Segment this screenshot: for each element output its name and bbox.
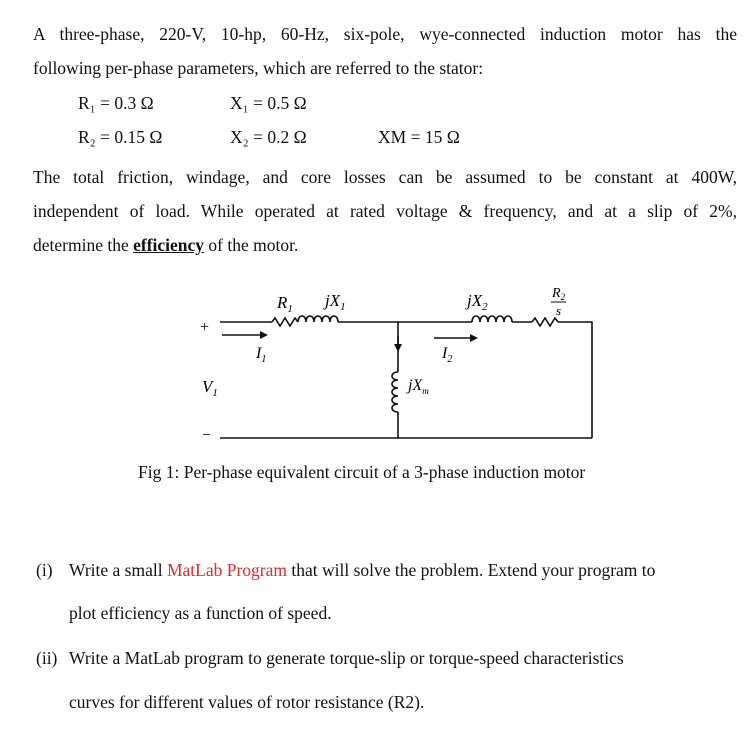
- label-jxm: $jX_m$: [408, 377, 429, 396]
- param-x2: X₂ = 0.2 Ω: [230, 127, 307, 147]
- equivalent-circuit-diagram: [180, 280, 600, 450]
- param-x1: X₁ = 0.5 Ω: [230, 93, 307, 113]
- inductor-jxm: [392, 372, 398, 412]
- wire-top-right-b: [558, 322, 592, 438]
- label-plus: +: [199, 319, 210, 336]
- problem-line-5: determine the efficiency of the motor.: [33, 235, 299, 255]
- inductor-jx1: [298, 316, 338, 322]
- label-r2s-numerator: $R_2$: [552, 286, 566, 302]
- label-v1: $V_1$: [202, 377, 218, 399]
- inductor-jx2: [472, 316, 512, 322]
- arrow-i2-head: [470, 334, 478, 342]
- label-minus: −: [201, 427, 212, 444]
- question-2-line-2: curves for different values of rotor resistance (R2).: [69, 692, 425, 712]
- label-jx2: $jX_2$: [467, 291, 488, 313]
- arrow-shunt-head: [394, 344, 402, 352]
- figure-caption: Fig 1: Per-phase equivalent circuit of a 3-phase induction motor: [138, 462, 586, 482]
- problem-line-1: A three-phase, 220-V, 10-hp, 60-Hz, six-pole, wye-connected induction motor has the: [33, 24, 737, 44]
- resistor-r1: [272, 318, 298, 326]
- problem-body: [33, 160, 737, 262]
- label-i2: $I_2$: [442, 345, 453, 365]
- label-r1: $R_1$: [277, 293, 293, 315]
- matlab-program-highlight: MatLab Program: [166, 560, 287, 580]
- problem-line-2: following per-phase parameters, which are referred to the stator:: [33, 58, 484, 78]
- param-r1: R₁ = 0.3 Ω: [78, 93, 154, 113]
- problem-line-3: The total friction, windage, and core losses can be assumed to be constant at 400W,: [33, 167, 737, 187]
- question-2-number: (ii): [36, 648, 58, 668]
- label-r2s-denominator: s: [556, 303, 562, 318]
- efficiency-emphasis: efficiency: [133, 235, 205, 255]
- label-i1: $I_1$: [256, 345, 267, 365]
- arrow-i1-head: [260, 331, 268, 339]
- problem-line-4: independent of load. While operated at rated voltage & frequency, and at a slip of 2%,: [33, 201, 737, 221]
- label-jx1: $jX_1$: [325, 291, 346, 313]
- resistor-r2s: [532, 318, 558, 326]
- param-r2: R₂ = 0.15 Ω: [78, 127, 163, 147]
- question-1-line-2: plot efficiency as a function of speed.: [69, 603, 332, 623]
- question-1-number: (i): [36, 560, 53, 580]
- param-xm: XM = 15 Ω: [378, 127, 460, 147]
- problem-intro: [33, 17, 737, 85]
